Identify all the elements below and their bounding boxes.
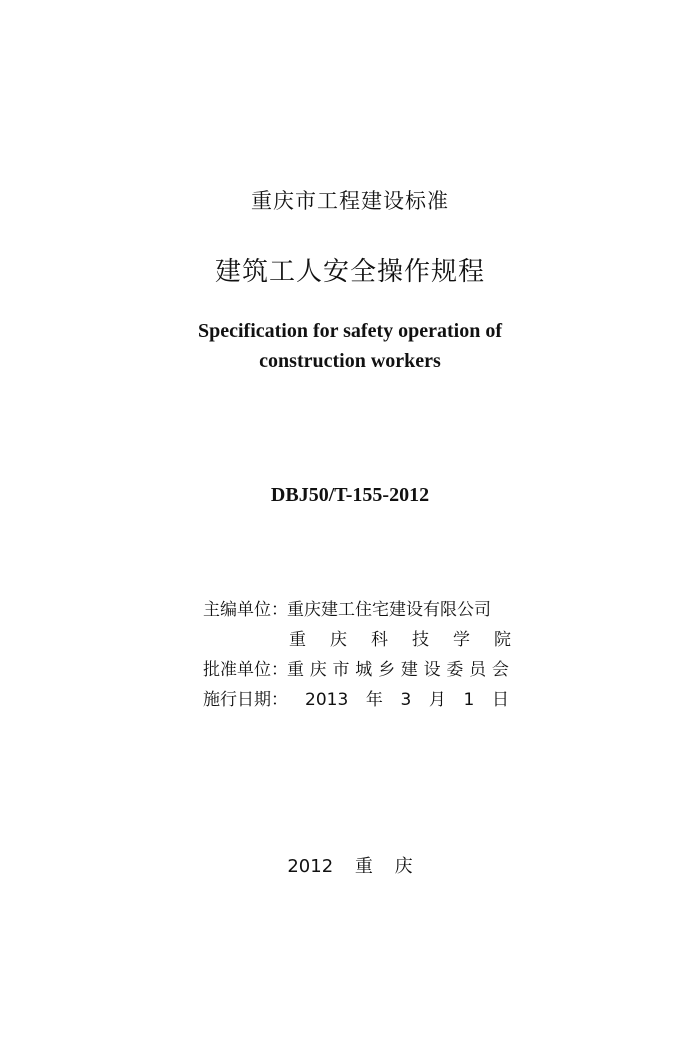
document-title-english <box>0 316 700 376</box>
publication-info <box>203 595 511 715</box>
editor-value-1: 重庆建工住宅建设有限公司 <box>287 600 491 620</box>
standard-series-title: 重庆市工程建设标准 <box>251 189 449 213</box>
approver-row <box>203 655 511 685</box>
date-month-unit: 月 <box>428 690 446 710</box>
date-day-unit: 日 <box>491 690 509 710</box>
date-year-unit: 年 <box>365 690 383 710</box>
date-day: 1 <box>463 690 475 710</box>
date-year: 2013 <box>305 690 349 710</box>
title-english-line-1: Specification for safety operation of <box>197 320 503 342</box>
editor-row-2 <box>203 625 511 655</box>
document-title-chinese: 建筑工人安全操作规程 <box>214 257 485 287</box>
imprint-footer: 2012 重 庆 <box>287 856 413 877</box>
editor-label: 主编单位： <box>203 600 288 620</box>
date-row <box>203 685 511 715</box>
editor-row <box>203 595 511 625</box>
approver-label: 批准单位： <box>203 660 288 680</box>
editor-value-2: 重 庆 科 技 学 院 <box>289 630 511 650</box>
approver-value: 重 庆 市 城 乡 建 设 委 员 会 <box>287 660 509 680</box>
date-value <box>287 685 509 715</box>
date-label: 施行日期： <box>203 690 288 710</box>
standard-code: DBJ50/T-155-2012 <box>270 484 430 506</box>
title-english-line-2: construction workers <box>259 350 441 372</box>
date-month: 3 <box>400 690 412 710</box>
